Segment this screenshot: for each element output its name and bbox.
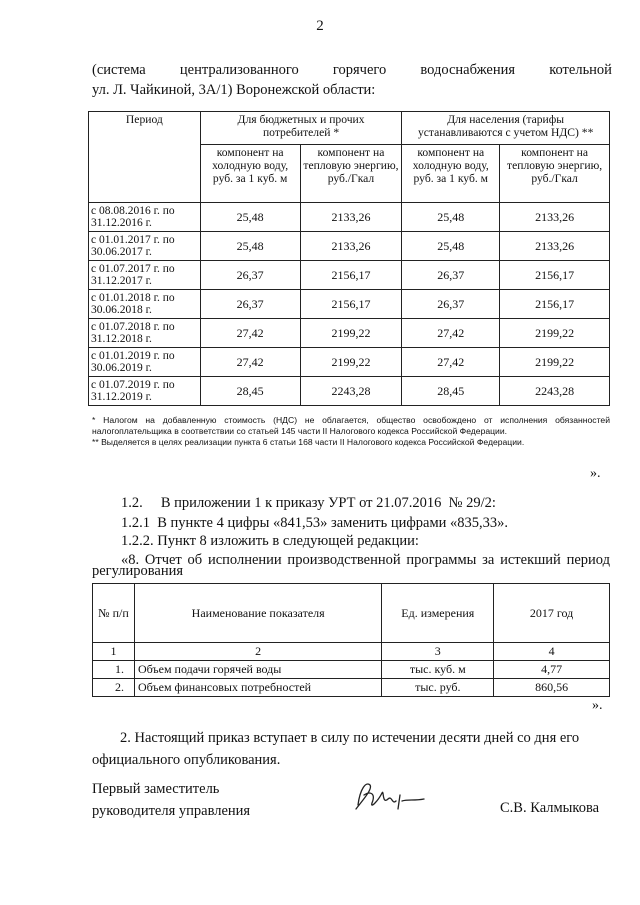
population-cold-cell: 27,42 <box>402 319 500 348</box>
column-number: 1 <box>93 643 135 661</box>
item-1-2-2: 1.2.2. Пункт 8 изложить в следующей редакции: <box>121 533 419 549</box>
intro-line-1 <box>92 60 612 80</box>
intro-paragraph <box>92 60 612 100</box>
intro-word: котельной <box>549 62 612 78</box>
period-cell: с 01.07.2017 г. по 31.12.2017 г. <box>89 261 201 290</box>
header-population-heat: компонент на тепловую энергию, руб./Гкал <box>500 145 610 203</box>
footnote-vat-exempt: * Налогом на добавленную стоимость (НДС) не облагается, общество освобождено от исполнения обязанностей налогоплательщика в соответствии со статьей 145 части II Налогового кодекса Российской Федерации. <box>92 415 610 436</box>
intro-word: водоснабжения <box>420 62 516 78</box>
header-number: № п/п <box>93 584 135 643</box>
item-8-heading: «8. Отчет об исполнении производственной программы за истекший период <box>121 552 610 568</box>
budget-heat-cell: 2156,17 <box>300 261 402 290</box>
budget-heat-cell: 2156,17 <box>300 290 402 319</box>
indicator-unit: тыс. куб. м <box>382 661 494 679</box>
budget-heat-cell: 2199,22 <box>300 319 402 348</box>
indicator-name: Объем подачи горячей воды <box>134 661 381 679</box>
footnotes <box>92 415 610 448</box>
population-heat-cell: 2199,22 <box>500 319 610 348</box>
indicator-value: 860,56 <box>494 679 610 697</box>
closing-quote-1: ». <box>590 466 601 481</box>
column-number: 4 <box>494 643 610 661</box>
period-cell: с 01.07.2019 г. по 31.12.2019 г. <box>89 377 201 406</box>
header-population-cold: компонент на холодную воду, руб. за 1 куб. м <box>402 145 500 203</box>
budget-heat-cell: 2199,22 <box>300 348 402 377</box>
tariff-table <box>88 111 610 406</box>
population-heat-cell: 2156,17 <box>500 290 610 319</box>
intro-line-2: ул. Л. Чайкиной, 3А/1) Воронежской области: <box>92 82 376 98</box>
budget-cold-cell: 28,45 <box>200 377 300 406</box>
table-row <box>89 377 610 406</box>
population-heat-cell: 2156,17 <box>500 261 610 290</box>
item-8-heading-continued: регулирования <box>92 563 184 579</box>
period-cell: с 01.01.2017 г. по 30.06.2017 г. <box>89 232 201 261</box>
signatory-title <box>92 778 250 822</box>
closing-quote-2: ». <box>592 698 603 713</box>
budget-cold-cell: 26,37 <box>200 290 300 319</box>
item-1-2: 1.2. В приложении 1 к приказу УРТ от 21.07.2016 № 29/2: <box>121 495 496 511</box>
budget-cold-cell: 27,42 <box>200 348 300 377</box>
paragraph-2 <box>92 727 612 771</box>
period-cell: с 01.01.2018 г. по 30.06.2018 г. <box>89 290 201 319</box>
intro-word: (система <box>92 62 146 78</box>
budget-heat-cell: 2133,26 <box>300 203 402 232</box>
budget-heat-cell: 2133,26 <box>300 232 402 261</box>
period-cell: с 01.01.2019 г. по 30.06.2019 г. <box>89 348 201 377</box>
population-cold-cell: 25,48 <box>402 232 500 261</box>
table-row <box>89 232 610 261</box>
signatory-title-line-1: Первый заместитель <box>92 781 220 797</box>
period-cell: с 01.07.2018 г. по 31.12.2018 г. <box>89 319 201 348</box>
indicator-value: 4,77 <box>494 661 610 679</box>
indicator-name: Объем финансовых потребностей <box>134 679 381 697</box>
budget-cold-cell: 27,42 <box>200 319 300 348</box>
handwritten-signature <box>348 775 428 817</box>
table-row <box>89 348 610 377</box>
budget-cold-cell: 26,37 <box>200 261 300 290</box>
population-cold-cell: 26,37 <box>402 261 500 290</box>
header-year: 2017 год <box>494 584 610 643</box>
signatory-title-line-2: руководителя управления <box>92 803 251 819</box>
population-cold-cell: 26,37 <box>402 290 500 319</box>
table-row <box>89 203 610 232</box>
row-number: 1. <box>93 661 135 679</box>
signatory-name: С.В. Калмыкова <box>500 800 600 816</box>
row-number: 2. <box>93 679 135 697</box>
population-cold-cell: 25,48 <box>402 203 500 232</box>
header-unit: Ед. измерения <box>382 584 494 643</box>
table-row <box>89 319 610 348</box>
production-program-table <box>92 583 610 697</box>
indicator-unit: тыс. руб. <box>382 679 494 697</box>
header-budget-cold: компонент на холодную воду, руб. за 1 куб. м <box>200 145 300 203</box>
population-cold-cell: 27,42 <box>402 348 500 377</box>
table-row <box>89 261 610 290</box>
population-heat-cell: 2243,28 <box>500 377 610 406</box>
budget-heat-cell: 2243,28 <box>300 377 402 406</box>
column-number: 3 <box>382 643 494 661</box>
header-indicator-name: Наименование показателя <box>134 584 381 643</box>
budget-cold-cell: 25,48 <box>200 203 300 232</box>
table-row <box>93 661 610 679</box>
header-budget-heat: компонент на тепловую энергию, руб./Гкал <box>300 145 402 203</box>
population-cold-cell: 28,45 <box>402 377 500 406</box>
header-period: Период <box>89 112 201 203</box>
page-number: 2 <box>316 18 324 34</box>
population-heat-cell: 2133,26 <box>500 232 610 261</box>
table-row <box>93 679 610 697</box>
intro-word: горячего <box>332 62 387 78</box>
period-cell: с 08.08.2016 г. по 31.12.2016 г. <box>89 203 201 232</box>
header-population-group: Для населения (тарифы устанавливаются с учетом НДС) ** <box>402 112 610 145</box>
budget-cold-cell: 25,48 <box>200 232 300 261</box>
header-budget-group: Для бюджетных и прочих потребителей * <box>200 112 402 145</box>
population-heat-cell: 2199,22 <box>500 348 610 377</box>
population-heat-cell: 2133,26 <box>500 203 610 232</box>
footnote-vat-allocated: ** Выделяется в целях реализации пункта 6 статьи 168 части II Налогового кодекса Российской Федерации. <box>92 437 525 447</box>
paragraph-2-text: 2. Настоящий приказ вступает в силу по истечении десяти дней со дня его официального опубликования. <box>92 730 580 768</box>
table-row <box>89 290 610 319</box>
intro-word: централизованного <box>179 62 299 78</box>
item-1-2-1: 1.2.1 В пункте 4 цифры «841,53» заменить цифрами «835,33». <box>121 515 509 531</box>
column-number: 2 <box>134 643 381 661</box>
